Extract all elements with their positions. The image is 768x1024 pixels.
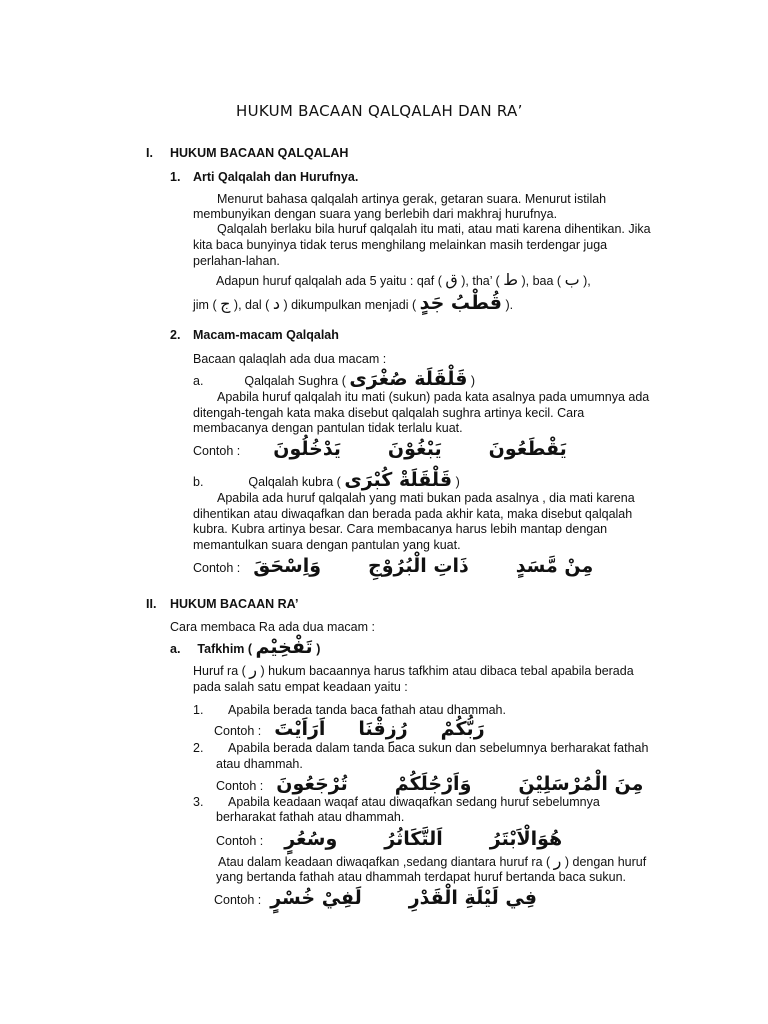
paragraph-line: kubra. Kubra artinya besar. Cara membacanya harus lebih mantap dengan xyxy=(193,522,608,536)
paragraph-line: membacanya dengan pantulan tidak terlalu kuat. xyxy=(193,421,463,435)
contoh-label: Contoh : xyxy=(193,561,241,575)
arabic-example: رَبُّكُمْ xyxy=(440,718,485,740)
text-fragment: ), dal ( xyxy=(233,298,270,312)
contoh-row xyxy=(193,555,593,579)
section-2-number: II. xyxy=(146,597,157,611)
section-1-number: I. xyxy=(146,146,153,160)
arabic-example: تُرْجَعُونَ xyxy=(276,773,348,795)
arabic-example: مِنَ الْمُرْسَلِيْنَ xyxy=(518,773,644,795)
arabic-example: يَبْغُوْنَ xyxy=(387,438,442,460)
paragraph-line: Cara membaca Ra ada dua macam : xyxy=(170,620,375,634)
arabic-example: اَلتَّكَاثُرُ xyxy=(384,828,443,850)
paragraph-line: Bacaan qalaqlah ada dua macam : xyxy=(193,352,387,366)
text-fragment: ) xyxy=(455,475,460,489)
contoh-row xyxy=(214,887,537,911)
arabic-letter-ra: ر xyxy=(553,851,562,870)
paragraph-line: Menurut bahasa qalqalah artinya gerak, getaran suara. Menurut istilah xyxy=(217,192,607,206)
arabic-term: قَلْقَلَة صُغْرَى xyxy=(349,368,468,390)
arabic-example: لَفِيْ خُسْرٍ xyxy=(270,887,362,909)
arabic-example: اَرَاَيْتَ xyxy=(274,718,326,740)
arabic-example: مِنْ مَّسَدٍ xyxy=(515,555,594,577)
qalqalah-letters-line-2 xyxy=(193,292,513,316)
arabic-example: رُزِقْنَا xyxy=(358,718,408,740)
text-fragment: Tafkhim ( xyxy=(197,642,253,656)
paragraph-line: membunyikan dengan suara yang berlebih dari makhraj hurufnya. xyxy=(193,207,558,221)
arabic-term: تَفْخِيْم xyxy=(255,636,313,658)
text-fragment: Huruf ra ( xyxy=(193,664,246,678)
contoh-label: Contoh : xyxy=(216,779,264,793)
subsection-1-number: 1. xyxy=(170,170,181,184)
text-fragment: ) dengan huruf xyxy=(564,855,647,869)
qalqalah-sughra-label xyxy=(193,368,475,392)
arabic-example: يَدْخُلُونَ xyxy=(273,438,341,460)
arabic-letter-baa: ب xyxy=(564,270,580,289)
contoh-row xyxy=(216,828,562,852)
text-fragment: ) hukum bacaannya harus tafkhim atau dibaca tebal apabila berada xyxy=(260,664,634,678)
paragraph-line: kita baca bunyinya tidak terus menghilang melainkan masih terdengar juga xyxy=(193,238,608,252)
tafkhim-label xyxy=(170,636,320,660)
contoh-row xyxy=(214,718,485,742)
arabic-example: ذَاتِ الْبُرُوْجِ xyxy=(368,555,469,577)
text-fragment: Adapun huruf qalqalah ada 5 yaitu : qaf ( xyxy=(216,274,442,288)
text-fragment: ). xyxy=(505,298,514,312)
text-fragment: ) xyxy=(316,642,321,656)
arabic-term: قَلْقَلَةْ كُبْرَى xyxy=(344,469,453,491)
arabic-letter-dal: د xyxy=(272,294,280,313)
list-number: 3. xyxy=(193,795,204,809)
list-marker: b. xyxy=(193,475,204,489)
arabic-letter-jim: ج xyxy=(220,294,231,313)
subsection-2-number: 2. xyxy=(170,328,181,342)
arabic-example: هُوَالْاَبْتَرُ xyxy=(489,828,563,850)
contoh-label: Contoh : xyxy=(216,834,264,848)
list-marker: a. xyxy=(193,374,204,388)
subsection-2-heading: Macam-macam Qalqalah xyxy=(193,328,339,342)
paragraph-line: yang bertanda fathah atau dhammah terdapat huruf bertanda baca sukun. xyxy=(216,870,627,884)
qalqalah-letters-line-1 xyxy=(216,269,591,292)
text-fragment: ), baa ( xyxy=(521,274,562,288)
text-fragment: ) xyxy=(470,374,476,388)
list-number: 2. xyxy=(193,741,204,755)
section-2-heading: HUKUM BACAAN RA’ xyxy=(170,597,299,611)
arabic-example: وَاَرْجُلَكُمْ xyxy=(394,773,472,795)
list-item-text: berharakat fathah atau dhammah. xyxy=(216,810,405,824)
arabic-example: فِي لَيْلَةِ الْقَدْرِ xyxy=(408,887,537,909)
list-item-text: Apabila keadaan waqaf atau diwaqafkan sedang huruf sebelumnya xyxy=(228,795,600,809)
arabic-phrase: قُطْبُ جَدٍ xyxy=(419,292,502,314)
contoh-label: Contoh : xyxy=(193,444,241,458)
list-item-text: atau dhammah. xyxy=(216,757,303,771)
paragraph-line: Apabila huruf qalqalah itu mati (sukun) pada kata asalnya pada umumnya ada xyxy=(217,390,650,404)
arabic-example: وَاِسْحَقَ xyxy=(253,555,322,577)
paragraph-line: Apabila ada huruf qalqalah yang mati bukan pada asalnya , dia mati karena xyxy=(217,491,635,505)
arabic-letter-qaf: ق xyxy=(445,270,458,289)
text-fragment: Atau dalam keadaan diwaqafkan ,sedang diantara huruf ra ( xyxy=(218,855,551,869)
page-title: HUKUM BACAAN QALQALAH DAN RA’ xyxy=(236,102,523,120)
list-number: 1. xyxy=(193,703,204,717)
subsection-1-heading: Arti Qalqalah dan Hurufnya. xyxy=(193,170,359,184)
paragraph-line: perlahan-lahan. xyxy=(193,254,280,268)
arabic-example: وسُعُرٍ xyxy=(284,828,338,850)
arabic-letter-tha: ط xyxy=(503,270,518,289)
section-1-heading: HUKUM BACAAN QALQALAH xyxy=(170,146,349,160)
list-marker: a. xyxy=(170,642,181,656)
paragraph-line: Qalqalah berlaku bila huruf qalqalah itu mati, atau mati karena dihentikan. Jika xyxy=(217,222,651,236)
contoh-label: Contoh : xyxy=(214,724,262,738)
paragraph-line: pada salah satu empat keadaan yaitu : xyxy=(193,680,408,694)
qalqalah-kubra-label xyxy=(193,469,460,493)
arabic-letter-ra: ر xyxy=(249,660,258,679)
list-item-text: Apabila berada dalam tanda baca sukun dan sebelumnya berharakat fathah xyxy=(228,741,649,755)
text-fragment: Qalqalah Sughra ( xyxy=(244,374,346,388)
huruf-ra-line xyxy=(193,659,634,682)
contoh-row xyxy=(193,438,567,462)
text-fragment: ), xyxy=(583,274,591,288)
paragraph-line: dihentikan atau diwaqafkan dan berada pada akhir kata, maka disebut qalqalah xyxy=(193,507,633,521)
arabic-example: يَقْطَعُونَ xyxy=(488,438,567,460)
contoh-label: Contoh : xyxy=(214,893,262,907)
list-item-text: Apabila berada tanda baca fathah atau dhammah. xyxy=(228,703,506,717)
contoh-row xyxy=(216,773,643,797)
paragraph-line: ditengah-tengah kata maka disebut qalqalah sughra artinya kecil. Cara xyxy=(193,406,585,420)
text-fragment: jim ( xyxy=(193,298,217,312)
paragraph-line: memantulkan suara dengan pantulan yang kuat. xyxy=(193,538,461,552)
text-fragment: ), tha’ ( xyxy=(461,274,500,288)
text-fragment: ) dikumpulkan menjadi ( xyxy=(283,298,417,312)
text-fragment: Qalqalah kubra ( xyxy=(248,475,341,489)
